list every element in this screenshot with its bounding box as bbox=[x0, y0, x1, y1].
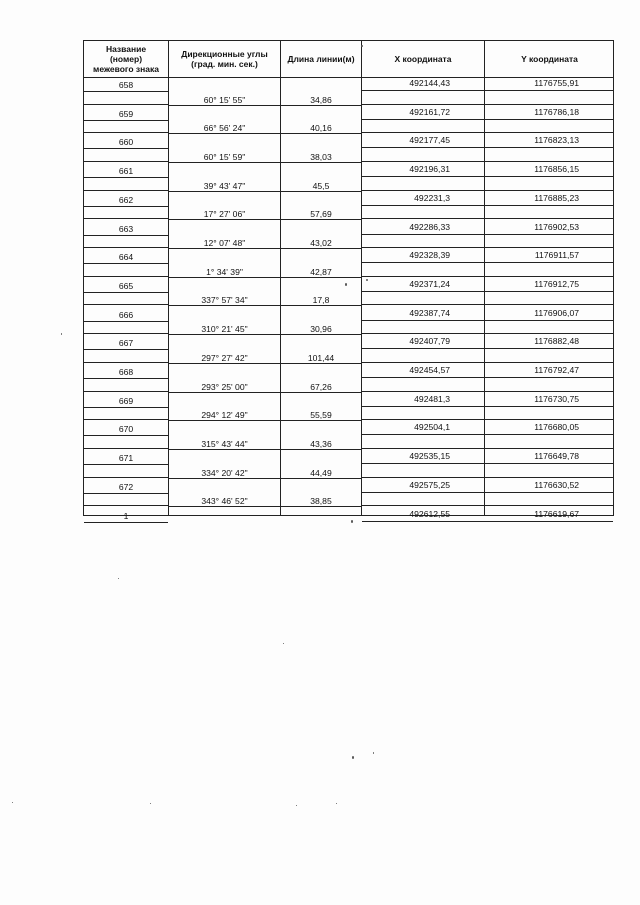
row-divider bbox=[84, 190, 168, 191]
direction-angle-cell: 66° 56' 24" bbox=[203, 123, 246, 134]
y-coordinate-cell: 1176630,52 bbox=[534, 479, 579, 490]
line-length-cell: 43,36 bbox=[310, 438, 332, 449]
row-divider bbox=[84, 161, 168, 162]
row-divider bbox=[362, 247, 613, 248]
x-coordinate-cell: 492481,3 bbox=[414, 393, 450, 404]
row-divider bbox=[84, 522, 168, 523]
row-divider bbox=[169, 392, 361, 393]
point-name-cell: 669 bbox=[118, 395, 134, 406]
row-divider bbox=[169, 162, 361, 163]
row-divider bbox=[84, 349, 168, 350]
row-divider bbox=[362, 434, 613, 435]
row-divider bbox=[362, 132, 613, 133]
y-coordinate-cell: 1176906,07 bbox=[534, 307, 579, 318]
scan-speck bbox=[345, 283, 347, 286]
scan-speck bbox=[296, 805, 297, 806]
header-x-coordinate: X координата bbox=[394, 54, 452, 64]
row-divider bbox=[84, 464, 168, 465]
row-divider bbox=[362, 377, 613, 378]
point-name-cell: 667 bbox=[118, 338, 134, 349]
row-divider bbox=[362, 218, 613, 219]
row-divider bbox=[84, 378, 168, 379]
row-divider bbox=[362, 176, 613, 177]
y-coordinate-cell: 1176823,13 bbox=[534, 135, 579, 146]
scan-speck bbox=[118, 578, 119, 579]
row-divider bbox=[84, 177, 168, 178]
point-name-cell: 663 bbox=[118, 223, 134, 234]
x-coordinate-cell: 492504,1 bbox=[414, 422, 450, 433]
point-name-cell: 671 bbox=[118, 453, 134, 464]
row-divider bbox=[84, 505, 168, 506]
row-divider bbox=[84, 435, 168, 436]
scan-speck bbox=[351, 520, 353, 523]
scan-speck bbox=[336, 803, 337, 804]
y-coordinate-cell: 1176649,78 bbox=[534, 451, 579, 462]
scan-speck bbox=[366, 279, 368, 281]
direction-angle-cell: 310° 21' 45" bbox=[201, 324, 248, 335]
boundary-coordinates-table bbox=[83, 40, 614, 521]
row-divider bbox=[362, 161, 613, 162]
point-name-cell: 666 bbox=[118, 309, 134, 320]
line-length-cell: 17,8 bbox=[312, 295, 330, 306]
direction-angle-cell: 1° 34' 39" bbox=[206, 266, 243, 277]
direction-angle-cell: 60° 15' 55" bbox=[203, 94, 246, 105]
line-length-cell: 101,44 bbox=[307, 352, 335, 363]
row-divider bbox=[362, 190, 613, 191]
row-divider bbox=[84, 218, 168, 219]
row-divider bbox=[84, 148, 168, 149]
line-length-cell: 55,59 bbox=[310, 410, 332, 421]
y-coordinate-cell: 1176792,47 bbox=[534, 365, 579, 375]
y-coordinate-cell: 1176755,91 bbox=[534, 78, 579, 88]
row-divider bbox=[169, 105, 361, 106]
row-divider bbox=[84, 206, 168, 207]
row-divider bbox=[362, 104, 613, 105]
row-divider bbox=[169, 420, 361, 421]
scan-speck bbox=[352, 756, 354, 759]
row-divider bbox=[169, 191, 361, 192]
row-divider bbox=[84, 276, 168, 277]
row-divider bbox=[84, 247, 168, 248]
row-divider bbox=[362, 320, 613, 321]
scan-speck bbox=[361, 45, 363, 47]
row-divider bbox=[169, 506, 361, 507]
x-coordinate-cell: 492177,45 bbox=[409, 135, 450, 146]
row-divider bbox=[169, 277, 361, 278]
direction-angle-cell: 337° 57' 34" bbox=[201, 295, 248, 306]
row-divider bbox=[362, 262, 613, 263]
row-divider bbox=[84, 235, 168, 236]
y-coordinate-cell: 1176911,57 bbox=[534, 250, 579, 261]
row-divider bbox=[169, 363, 361, 364]
y-coordinate-cell: 1176902,53 bbox=[534, 221, 579, 232]
row-divider bbox=[84, 91, 168, 92]
y-coordinate-cell: 1176885,23 bbox=[534, 192, 579, 203]
row-divider bbox=[362, 205, 613, 206]
y-coordinate-cell: 1176619,67 bbox=[534, 508, 579, 519]
point-name-cell: 1 bbox=[123, 510, 129, 521]
line-length-cell: 43,02 bbox=[310, 238, 332, 248]
y-coordinate-cell: 1176680,05 bbox=[534, 422, 579, 433]
row-divider bbox=[362, 492, 613, 493]
scan-speck bbox=[373, 752, 374, 754]
row-divider bbox=[84, 448, 168, 449]
point-name-cell: 668 bbox=[118, 367, 134, 377]
line-length-cell: 30,96 bbox=[310, 324, 332, 335]
point-name-cell: 658 bbox=[118, 80, 134, 90]
point-name-cell: 662 bbox=[118, 194, 134, 205]
x-coordinate-cell: 492328,39 bbox=[409, 250, 450, 261]
direction-angle-cell: 293° 25' 00" bbox=[201, 381, 248, 392]
row-divider bbox=[362, 304, 613, 305]
line-length-cell: 34,86 bbox=[310, 94, 332, 105]
row-divider bbox=[362, 463, 613, 464]
direction-angle-cell: 60° 15' 59" bbox=[203, 151, 246, 162]
line-length-cell: 67,26 bbox=[310, 381, 332, 392]
direction-angle-cell: 315° 43' 44" bbox=[201, 438, 248, 449]
point-name-cell: 665 bbox=[118, 280, 134, 291]
line-length-cell: 45,5 bbox=[312, 180, 330, 191]
point-name-cell: 661 bbox=[118, 166, 134, 177]
row-divider bbox=[362, 406, 613, 407]
row-divider bbox=[84, 321, 168, 322]
y-coordinate-cell: 1176882,48 bbox=[534, 336, 579, 347]
x-coordinate-cell: 492387,74 bbox=[409, 307, 450, 318]
direction-angle-cell: 17° 27' 06" bbox=[203, 209, 246, 220]
row-divider bbox=[169, 305, 361, 306]
row-divider bbox=[362, 119, 613, 120]
row-divider bbox=[362, 477, 613, 478]
line-length-cell: 40,16 bbox=[310, 123, 332, 134]
x-coordinate-cell: 492454,57 bbox=[409, 365, 450, 375]
x-coordinate-cell: 492286,33 bbox=[409, 221, 450, 232]
direction-angle-cell: 334° 20' 42" bbox=[201, 467, 248, 478]
line-length-cell: 38,85 bbox=[310, 496, 332, 507]
row-divider bbox=[362, 147, 613, 148]
direction-angle-cell: 343° 46' 52" bbox=[201, 496, 248, 507]
row-divider bbox=[362, 521, 613, 522]
row-divider bbox=[84, 304, 168, 305]
x-coordinate-cell: 492535,15 bbox=[409, 451, 450, 462]
y-coordinate-cell: 1176730,75 bbox=[534, 393, 579, 404]
row-divider bbox=[169, 334, 361, 335]
scan-speck bbox=[283, 643, 284, 644]
point-name-cell: 660 bbox=[118, 137, 134, 148]
point-name-cell: 672 bbox=[118, 481, 134, 492]
line-length-cell: 38,03 bbox=[310, 151, 332, 162]
row-divider bbox=[362, 90, 613, 91]
row-divider bbox=[362, 276, 613, 277]
row-divider bbox=[84, 333, 168, 334]
x-coordinate-cell: 492144,43 bbox=[409, 78, 450, 88]
y-coordinate-cell: 1176912,75 bbox=[534, 278, 579, 289]
row-divider bbox=[362, 505, 613, 506]
header-direction-angle: Дирекционные углы (град. мин. сек.) bbox=[181, 49, 268, 69]
y-coordinate-cell: 1176786,18 bbox=[534, 106, 579, 117]
direction-angle-cell: 12° 07' 48" bbox=[203, 238, 246, 248]
point-name-cell: 670 bbox=[118, 424, 134, 435]
x-coordinate-cell: 492575,25 bbox=[409, 479, 450, 490]
row-divider bbox=[84, 292, 168, 293]
direction-angle-cell: 39° 43' 47" bbox=[203, 180, 246, 191]
row-divider bbox=[169, 248, 361, 249]
x-coordinate-cell: 492196,31 bbox=[409, 164, 450, 175]
row-divider bbox=[362, 333, 613, 334]
row-divider bbox=[362, 448, 613, 449]
direction-angle-cell: 294° 12' 49" bbox=[201, 410, 248, 421]
x-coordinate-cell: 492231,3 bbox=[414, 192, 450, 203]
row-divider bbox=[84, 120, 168, 121]
point-name-cell: 659 bbox=[118, 108, 134, 119]
row-divider bbox=[84, 407, 168, 408]
row-divider bbox=[169, 449, 361, 450]
row-divider bbox=[84, 477, 168, 478]
row-divider bbox=[169, 219, 361, 220]
y-coordinate-cell: 1176856,15 bbox=[534, 164, 579, 175]
row-divider bbox=[84, 493, 168, 494]
row-divider bbox=[362, 234, 613, 235]
x-coordinate-cell: 492612,55 bbox=[409, 508, 450, 519]
scan-speck bbox=[61, 333, 62, 335]
row-divider bbox=[84, 263, 168, 264]
row-divider bbox=[362, 348, 613, 349]
row-divider bbox=[169, 133, 361, 134]
row-divider bbox=[362, 362, 613, 363]
line-length-cell: 44,49 bbox=[310, 467, 332, 478]
row-divider bbox=[84, 104, 168, 105]
x-coordinate-cell: 492371,24 bbox=[409, 278, 450, 289]
row-divider bbox=[84, 132, 168, 133]
line-length-cell: 42,87 bbox=[310, 266, 332, 277]
header-point-name: Название (номер) межевого знака bbox=[93, 44, 159, 74]
header-y-coordinate: Y координата bbox=[521, 54, 578, 64]
row-divider bbox=[169, 478, 361, 479]
row-divider bbox=[362, 391, 613, 392]
row-divider bbox=[84, 362, 168, 363]
row-divider bbox=[362, 419, 613, 420]
scan-speck bbox=[150, 803, 151, 804]
header-line-length: Длина линии(м) bbox=[287, 54, 355, 64]
scan-speck bbox=[12, 802, 13, 803]
row-divider bbox=[84, 419, 168, 420]
line-length-cell: 57,69 bbox=[310, 209, 332, 220]
x-coordinate-cell: 492407,79 bbox=[409, 336, 450, 347]
direction-angle-cell: 297° 27' 42" bbox=[201, 352, 248, 363]
row-divider bbox=[84, 391, 168, 392]
x-coordinate-cell: 492161,72 bbox=[409, 106, 450, 117]
point-name-cell: 664 bbox=[118, 252, 134, 263]
row-divider bbox=[362, 291, 613, 292]
